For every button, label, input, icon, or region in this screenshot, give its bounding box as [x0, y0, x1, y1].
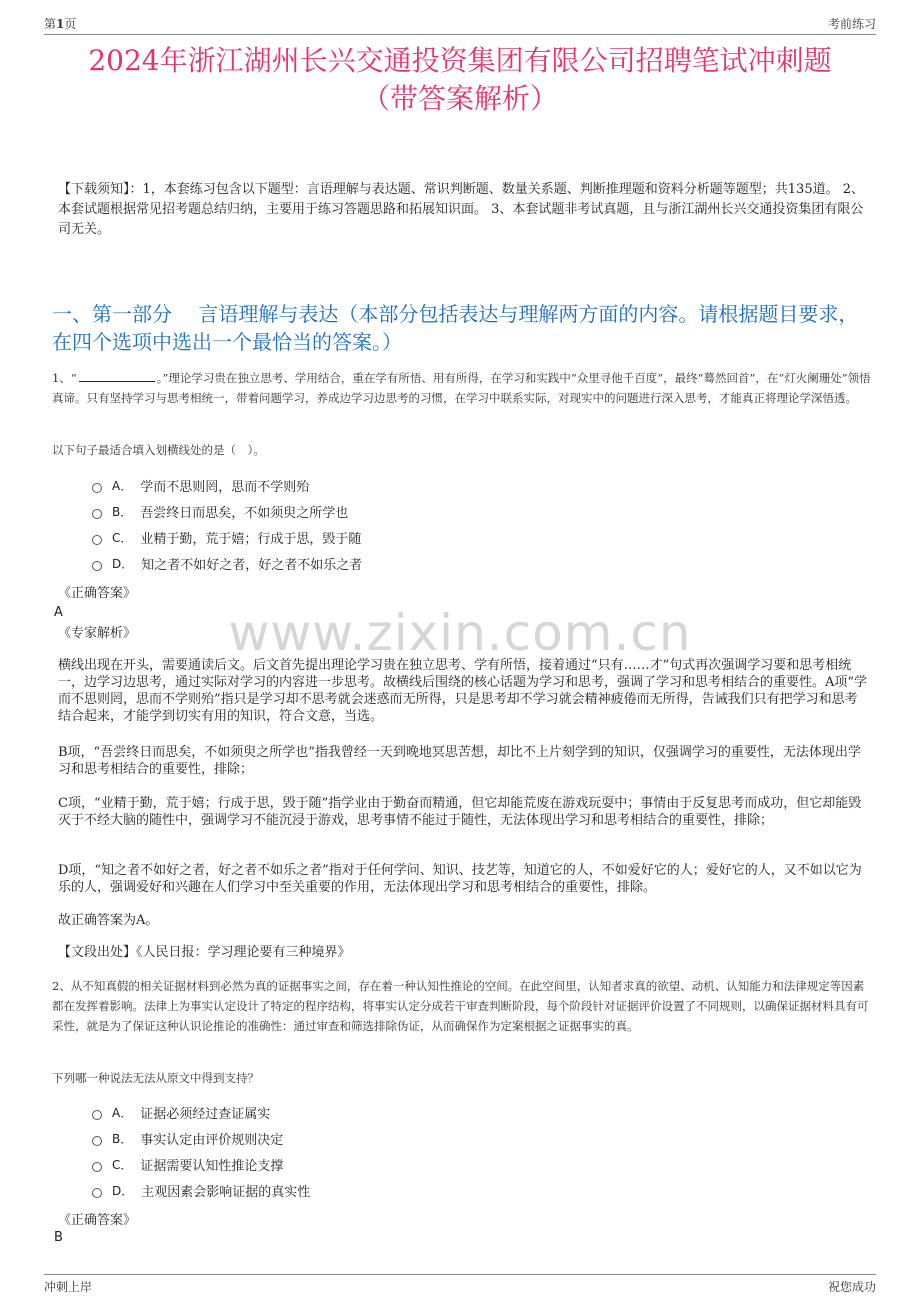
source-citation: 【文段出处】《人民日报：学习理论要有三种境界》 — [58, 945, 351, 960]
fill-blank — [79, 369, 155, 382]
question-2-prompt: 下列哪一种说法无法从原文中得到支持？ — [52, 1071, 259, 1085]
page-number: 1 — [56, 17, 65, 31]
header-right-text: 考前练习 — [827, 17, 876, 31]
option-d[interactable] — [92, 1177, 310, 1203]
question-1-prompt: 以下句子最适合填入划横线处的是（ ）。 — [52, 443, 265, 457]
option-a[interactable] — [92, 1099, 310, 1125]
option-text: 证据必须经过查证属实 — [140, 1106, 271, 1122]
analysis-paragraph: 横线出现在开头，需要通读后文。后文首先提出理论学习贵在独立思考、学有所悟，接着通过“只有……才”句式再次强调学习要和思考相统一，边学习边思考，通过实际对学习的内容进一步思考。故横线后围绕的核心话题为学习和思考，强调了学习和思考相结合的重要性。A项“学而不思则罔，思而不学则殆”指只是学习却不思考就会迷惑而无所得，只是思考却不学习就会精神疲倦而无所得，告诫我们只有把学习和思考结合起来，才能学到切实有用的知识，符合文意，当选。 — [58, 658, 868, 724]
option-letter: A． — [112, 1105, 133, 1120]
option-letter: B． — [112, 1131, 133, 1146]
analysis-conclusion: 故正确答案为A。 — [58, 913, 159, 928]
title-line-1: 2024年浙江湖州长兴交通投资集团有限公司招聘笔试冲刺题 — [88, 44, 832, 77]
answer-label: 《正确答案》 — [58, 1213, 137, 1228]
radio-icon[interactable] — [92, 1188, 102, 1198]
question-1-stem-text: 。”理论学习贵在独立思考、学用结合，重在学有所悟、用有所得，在学习和实践中“众里寻他千百度”，最终“蓦然回首”，在“灯火阑珊处”领悟真谛。只有坚持学习与思考相统一，带着问题学习，养成边学习边思考的习惯，在学习中联系实际，对现实中的问题进行深入思考，才能真正将理论学深悟透。 — [52, 371, 871, 405]
option-text: 主观因素会影响证据的真实性 — [141, 1184, 311, 1200]
question-1-options — [92, 472, 362, 576]
option-text: 证据需要认知性推论支撑 — [140, 1158, 284, 1174]
radio-icon[interactable] — [92, 483, 102, 493]
option-text: 吾尝终日而思矣，不如须臾之所学也 — [140, 505, 349, 521]
footer-left-text: 冲刺上岸 — [44, 1280, 93, 1294]
radio-icon[interactable] — [92, 1110, 102, 1120]
page-prefix: 第 — [44, 17, 57, 31]
footer-right-text: 祝您成功 — [827, 1280, 876, 1294]
watermark: www.zixin.com.cn — [228, 604, 692, 662]
analysis-label: 《专家解析》 — [58, 626, 137, 641]
option-c[interactable] — [92, 1151, 310, 1177]
option-letter: C． — [112, 1157, 133, 1172]
option-letter: B． — [112, 504, 133, 519]
option-a[interactable] — [92, 472, 362, 498]
answer-value: A — [54, 605, 63, 620]
answer-label: 《正确答案》 — [58, 586, 137, 601]
page-suffix: 页 — [64, 17, 77, 31]
section-title: 一、第一部分 言语理解与表达（本部分包括表达与理解两方面的内容。请根据题目要求，在四个选项中选出一个最恰当的答案。） — [52, 302, 859, 354]
title-line-2: （带答案解析） — [361, 82, 558, 115]
option-b[interactable] — [92, 498, 362, 524]
page-number-label — [44, 15, 76, 32]
radio-icon[interactable] — [92, 535, 102, 545]
page-header — [44, 12, 876, 35]
question-2-options — [92, 1099, 310, 1203]
question-2-stem: 2、从不知真假的相关证据材料到必然为真的证据事实之间，存在着一种认知性推论的空间。在此空间里，认知者求真的欲望、动机、认知能力和法律规定等因素都在发挥着影响。法律上为事实认定设计了特定的程序结构，将事实认定分成若干审查判断阶段，每个阶段针对证据评价设置了不同规则，以确保证据材料具有可采性，就是为了保证这种认识论推论的准确性：通过审查和筛选排除伪证，从而确保作为定案根据之证据事实的真。 — [52, 979, 869, 1033]
option-b[interactable] — [92, 1125, 310, 1151]
analysis-paragraph: C项，“业精于勤，荒于嬉；行成于思，毁于随”指学业由于勤奋而精通，但它却能荒废在游戏玩耍中；事情由于反复思考而成功，但它却能毁灭于不经大脑的随性中，强调学习不能沉浸于游戏，思考事情不能过于随性，无法体现出学习和思考相结合的重要性，排除； — [58, 796, 862, 828]
option-c[interactable] — [92, 524, 362, 550]
option-text: 业精于勤，荒于嬉；行成于思，毁于随 — [140, 531, 362, 547]
option-letter: D． — [112, 556, 134, 571]
question-1-stem — [52, 368, 872, 408]
page-footer — [44, 1274, 876, 1295]
download-notice: 【下载须知】：1，本套练习包含以下题型：言语理解与表达题、常识判断题、数量关系题、判断推理题和资料分析题等题型；共135道。 2、本套试题根据常见招考题总结归纳，主要用于练习答题思路和拓展知识面。 3、本套试题非考试真题，且与浙江湖州长兴交通投资集团有限公司无关。 — [58, 182, 864, 237]
answer-value: B — [54, 1230, 63, 1245]
analysis-paragraph: B项，“吾尝终日而思矣，不如须臾之所学也”指我曾经一天到晚地冥思苦想，却比不上片刻学到的知识，仅强调学习的重要性，无法体现出学习和思考相结合的重要性，排除； — [58, 745, 861, 777]
option-letter: A． — [112, 478, 133, 493]
radio-icon[interactable] — [92, 1136, 102, 1146]
radio-icon[interactable] — [92, 1162, 102, 1172]
radio-icon[interactable] — [92, 509, 102, 519]
analysis-paragraph: D项，“知之者不如好之者，好之者不如乐之者”指对于任何学问、知识、技艺等，知道它的人，不如爱好它的人；爱好它的人，又不如以它为乐的人，强调爱好和兴趣在人们学习中至关重要的作用，无法体现出学习和思考相结合的重要性，排除。 — [58, 863, 862, 895]
option-letter: C． — [112, 530, 133, 545]
question-1-open-quote: “ — [70, 371, 77, 385]
document-title — [40, 42, 880, 118]
option-text: 事实认定由评价规则决定 — [140, 1132, 284, 1148]
option-d[interactable] — [92, 550, 362, 576]
option-text: 学而不思则罔，思而不学则殆 — [140, 479, 310, 495]
option-text: 知之者不如好之者，好之者不如乐之者 — [141, 557, 363, 573]
question-1-number: 1、 — [52, 371, 71, 385]
radio-icon[interactable] — [92, 561, 102, 571]
option-letter: D． — [112, 1183, 134, 1198]
